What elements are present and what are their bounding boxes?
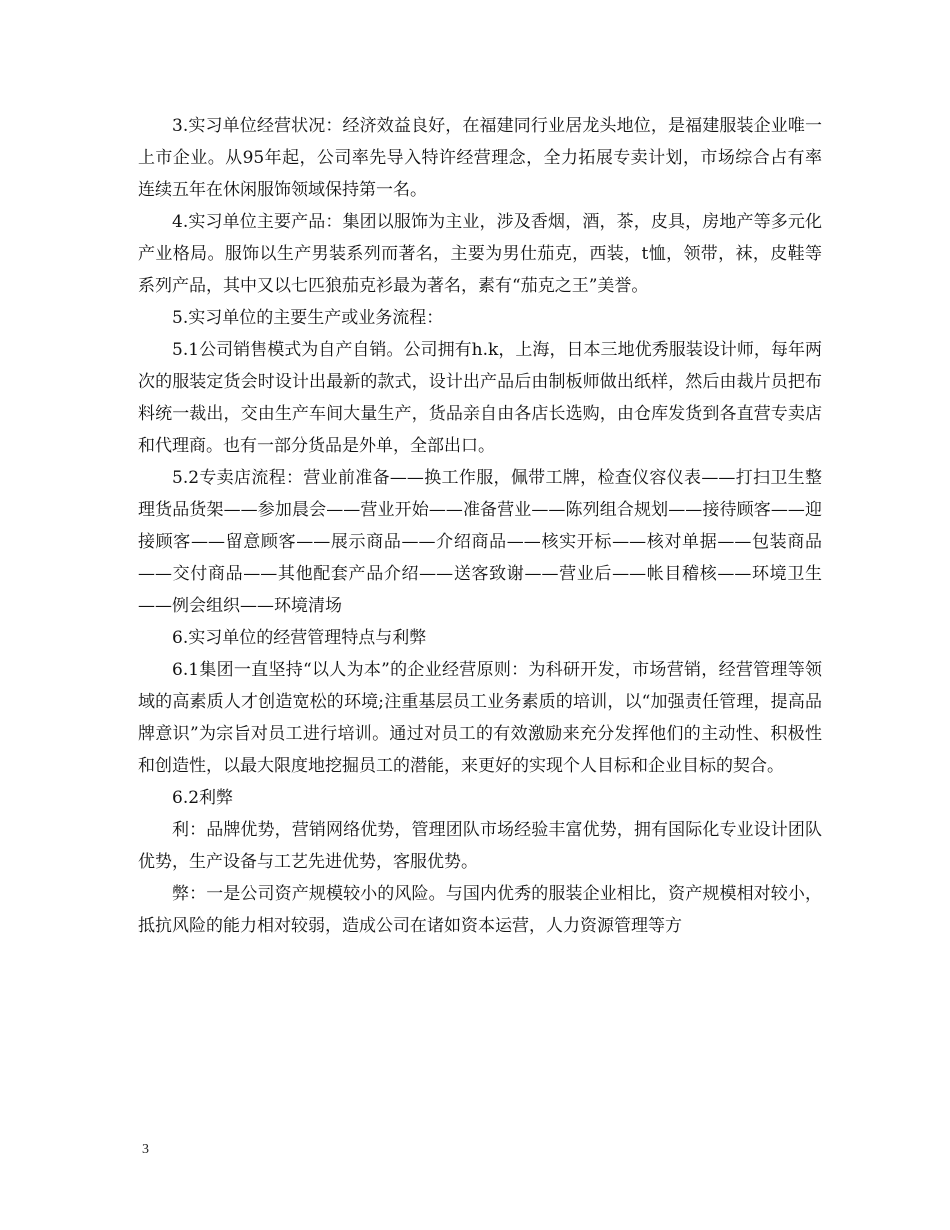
paragraph-sales-model: 5.1公司销售模式为自产自销。公司拥有h.k，上海，日本三地优秀服装设计师，每年两次的服装定货会时设计出最新的款式，设计出产品后由制板师做出纸样，然后由裁片员把布料统一裁出，交由生产车间大量生产，货品亲自由各店长选购，由仓库发货到各直营专卖店和代理商。也有一部分货品是外单，全部出口。 <box>138 340 822 456</box>
paragraph-pros-cons-heading: 6.2利弊 <box>172 788 234 808</box>
paragraph-store-process: 5.2专卖店流程：营业前准备——换工作服，佩带工牌，检查仪容仪表——打扫卫生整理货品货架——参加晨会——营业开始——准备营业——陈列组合规划——接待顾客——迎接顾客——留意顾客——展示商品——介绍商品——核实开标——核对单据——包装商品——交付商品——其他配套产品介绍——送客致谢——营业后——帐目稽核——环境卫生——例会组织——环境清场 <box>138 468 822 616</box>
paragraph-process-heading: 5.实习单位的主要生产或业务流程： <box>172 308 444 328</box>
document-body <box>138 110 822 942</box>
paragraph-people-first: 6.1集团一直坚持“以人为本”的企业经营原则：为科研开发，市场营销，经营管理等领域的高素质人才创造宽松的环境;注重基层员工业务素质的培训，以“加强责任管理，提高品牌意识”为宗旨对员工进行培训。通过对员工的有效激励来充分发挥他们的主动性、积极性和创造性，以最大限度地挖掘员工的潜能，来更好的实现个人目标和企业目标的契合。 <box>138 660 822 776</box>
page-number: 3 <box>142 1142 149 1157</box>
paragraph-advantages: 利：品牌优势，营销网络优势，管理团队市场经验丰富优势，拥有国际化专业设计团队优势，生产设备与工艺先进优势，客服优势。 <box>138 820 822 872</box>
paragraph-business-status: 3.实习单位经营状况：经济效益良好，在福建同行业居龙头地位，是福建服装企业唯一上市企业。从95年起，公司率先导入特许经营理念，全力拓展专卖计划，市场综合占有率连续五年在休闲服饰领域保持第一名。 <box>138 116 822 200</box>
paragraph-main-products: 4.实习单位主要产品：集团以服饰为主业，涉及香烟，酒，茶，皮具，房地产等多元化产业格局。服饰以生产男装系列而著名，主要为男仕茄克，西装，t恤，领带，袜，皮鞋等系列产品，其中又以七匹狼茄克衫最为著名，素有“茄克之王”美誉。 <box>138 212 822 296</box>
paragraph-disadvantages: 弊：一是公司资产规模较小的风险。与国内优秀的服装企业相比，资产规模相对较小，抵抗风险的能力相对较弱，造成公司在诸如资本运营，人力资源管理等方 <box>138 884 822 936</box>
paragraph-management-heading: 6.实习单位的经营管理特点与利弊 <box>172 628 427 648</box>
